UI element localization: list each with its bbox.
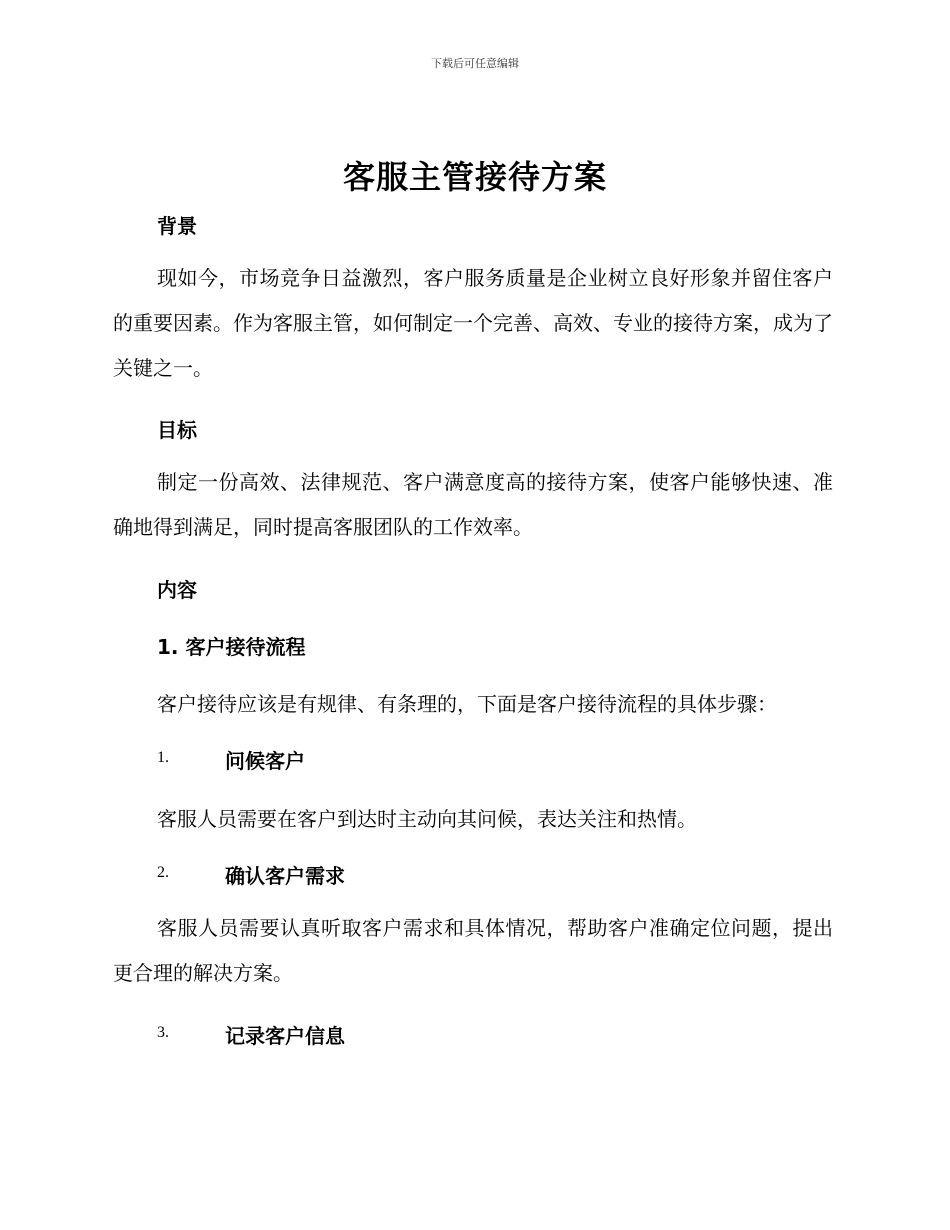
heading-background: 背景 <box>157 214 197 238</box>
document-title: 客服主管接待方案 <box>342 158 607 196</box>
step-number: 3. <box>157 1024 169 1041</box>
paragraph-flow-intro: 客户接待应该是有规律、有条理的，下面是客户接待流程的具体步骤： <box>157 692 777 716</box>
heading-goal: 目标 <box>157 418 197 442</box>
step-text: 客服人员需要在客户到达时主动向其问候，表达关注和热情。 <box>157 807 697 831</box>
step-number: 1. <box>157 749 169 766</box>
step-title: 问候客户 <box>225 749 305 773</box>
paragraph-background: 现如今，市场竞争日益激烈，客户服务质量是企业树立良好形象并留住客户的重要因素。作为客服主管，如何制定一个完善、高效、专业的接待方案，成为了关键之一。 <box>113 266 833 380</box>
paragraph-goal: 制定一份高效、法律规范、客户满意度高的接待方案，使客户能够快速、准确地得到满足，同时提高客服团队的工作效率。 <box>113 470 833 539</box>
step-text: 客服人员需要认真听取客户需求和具体情况，帮助客户准确定位问题，提出更合理的解决方案。 <box>113 916 833 985</box>
header-note: 下载后可任意编辑 <box>431 57 519 70</box>
step-title: 记录客户信息 <box>225 1024 345 1048</box>
heading-content: 内容 <box>157 578 197 602</box>
step-number: 2. <box>157 864 169 881</box>
heading-subsection-1: 1. 客户接待流程 <box>157 635 306 659</box>
step-title: 确认客户需求 <box>225 864 345 888</box>
